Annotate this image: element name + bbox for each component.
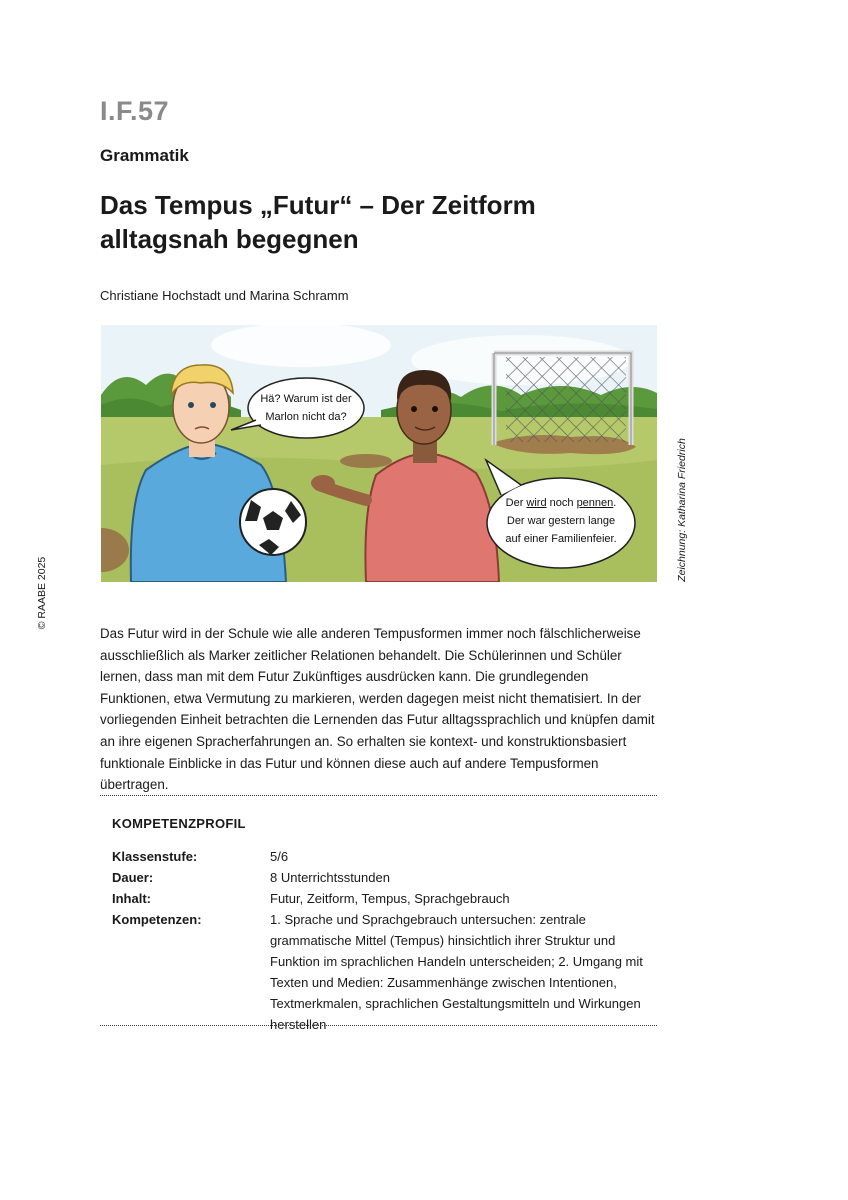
divider-bottom <box>100 1025 657 1026</box>
bubble-word-wird: wird <box>526 497 547 509</box>
profile-row <box>112 888 657 909</box>
profile-value: 8 Unterrichtsstunden <box>270 870 390 885</box>
bubble-text-mid: noch <box>546 497 577 509</box>
copyright-text: © RAABE 2025 <box>36 556 48 630</box>
profile-value: 5/6 <box>270 849 289 864</box>
speech-bubble-right-line2: Der war gestern lange <box>506 515 616 527</box>
illustration-credit-text: Zeichnung: Katharina Friedrich <box>676 438 688 582</box>
profile-label: Dauer: <box>112 870 154 885</box>
profile-label: Kompetenzen: <box>112 912 202 927</box>
profile-value: 1. Sprache und Sprachgebrauch untersuchen: zentrale grammatische Mittel (Tempus) hinsichtlich ihrer Struktur und Funktion im sprachlichen Handeln unterscheiden; 2. Umgang mit Texten und Medien: Zusammenhänge zwischen Intentionen, Textmerkmalen, sprachlichen Gestaltungsmitteln und Wirkungen herstellen <box>270 912 643 1032</box>
unit-code: I.F.57 <box>100 96 170 126</box>
profile-label: Inhalt: <box>112 891 151 906</box>
bubble-word-pennen: pennen <box>576 497 614 509</box>
speech-bubble-right-line1 <box>496 494 626 512</box>
profile-row <box>112 867 657 888</box>
speech-bubble-left-text: Hä? Warum ist der Marlon nicht da? <box>260 393 352 423</box>
intro-paragraph: Das Futur wird in der Schule wie alle anderen Tempusformen immer noch fälschlicherweise ausschließlich als Marker zeitlicher Relationen behandelt. Die Schülerinnen und Schüler lernen, dass man mit dem Futur Zukünftiges ausdrücken kann. Die grundlegenden Funktionen, etwa Vermutung zu markieren, werden dagegen meist nicht thematisiert. In der vorliegenden Einheit betrachten die Lernenden das Futur alltagssprachlich und knüpfen damit an ihre eigenen Spracherfahrungen an. So erhalten sie kontext- und konstruktionsbasiert funktionale Einblicke in das Futur und können diese auch auf andere Tempusformen übertragen. <box>100 626 655 793</box>
profile-row <box>112 846 657 867</box>
bubble-text-pre: Der <box>505 497 527 509</box>
bubble-text-post: . <box>613 497 617 509</box>
profile-row <box>112 909 657 1035</box>
profile-label: Klassenstufe: <box>112 849 198 864</box>
speech-bubble-right-line3: auf einer Familienfeier. <box>505 533 617 545</box>
page-title: Das Tempus „Futur“ – Der Zeitform alltagsnah begegnen <box>100 190 536 254</box>
divider-top <box>100 795 657 796</box>
comic-illustration <box>101 325 657 582</box>
section-label: Grammatik <box>100 146 189 165</box>
illustration-credit <box>672 440 688 584</box>
copyright-notice <box>34 555 50 635</box>
competence-profile <box>112 816 657 1035</box>
profile-title: KOMPETENZPROFIL <box>112 816 246 831</box>
speech-bubble-right <box>496 494 626 548</box>
speech-bubble-left <box>256 390 356 426</box>
profile-value: Futur, Zeitform, Tempus, Sprachgebrauch <box>270 891 510 906</box>
authors: Christiane Hochstadt und Marina Schramm <box>100 288 349 303</box>
